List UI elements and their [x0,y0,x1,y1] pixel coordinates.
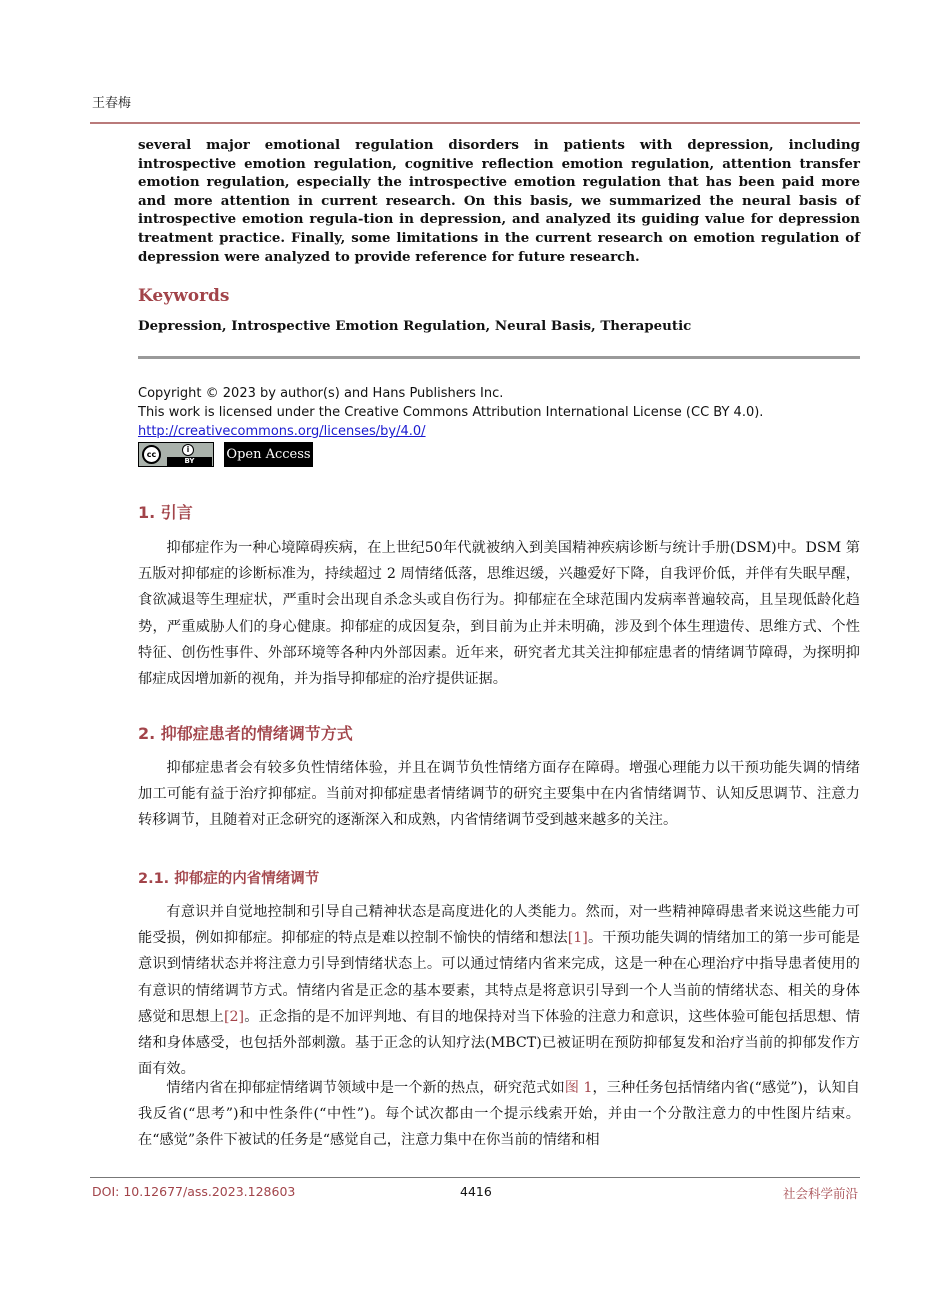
text-run: 。正念指的是不加评判地、有目的地保持对当下体验的注意力和意识，这些体验可能包括思想、情绪和身体感受，也包括外部刺激。基于正念的认知疗法(MBCT)已被证明在预防抑郁复发和治疗当前的抑郁发作方面有效。 [138,1008,860,1078]
section-1-paragraph: 抑郁症作为一种心境障碍疾病，在上世纪50年代就被纳入到美国精神疾病诊断与统计手册(DSM)中。DSM 第五版对抑郁症的诊断标准为，持续超过 2 周情绪低落，思维迟缓，兴趣爱好下降，自我评价低，并伴有失眠早醒，食欲减退等生理症状，严重时会出现自杀念头或自伤行为。抑郁症在全球范围内发病率普遍较高，且呈现低龄化趋势，严重威胁人们的身心健康。抑郁症的成因复杂，到目前为止并未明确，涉及到个体生理遗传、思维方式、个性特征、创伤性事件、外部环境等各种内外部因素。近年来，研究者尤其关注抑郁症患者的情绪调节障碍，为探明抑郁症成因增加新的视角，并为指导抑郁症的治疗提供证据。 [138,540,860,688]
section-2-heading: 2. 抑郁症患者的情绪调节方式 [138,724,353,743]
license-link[interactable]: http://creativecommons.org/licenses/by/4.0/ [138,424,426,439]
attribution-person-icon: i [182,444,194,456]
open-access-badge[interactable]: Open Access [224,442,313,467]
text-run: ，三种任务包括情绪内省(“感觉”)，认知自我反省(“思考”)和中性条件(“中性”)。每个试次都由一个提示线索开始，并由一个分散注意力的中性图片结束。在“感觉”条件下被试的任务是“感觉自己，注意力集中在你当前的情绪和相 [138,1080,860,1149]
citation-link-1[interactable]: [1] [567,930,588,947]
running-head-author: 王春梅 [92,96,132,111]
cc-by-badge[interactable] [138,442,214,467]
section-1-heading: 1. 引言 [138,503,193,522]
text-run: 情绪内省在抑郁症情绪调节领域中是一个新的热点，研究范式如 [166,1080,565,1096]
section-divider [138,356,860,359]
section-2-1-heading: 2.1. 抑郁症的内省情绪调节 [138,871,320,887]
keywords-text: Depression, Introspective Emotion Regulation, Neural Basis, Therapeutic [138,318,692,334]
copyright-line: Copyright © 2023 by author(s) and Hans Publishers Inc. [138,386,504,401]
citation-link-2[interactable]: [2] [223,1008,245,1025]
figure-1-link[interactable]: 图 1 [564,1080,593,1096]
header-rule [90,122,860,124]
footer-doi[interactable]: DOI: 10.12677/ass.2023.128603 [92,1184,296,1199]
abstract-text: several major emotional regulation disorders in patients with depression, including introspective emotion regulation, cognitive reflection emotion regulation, attention transfer emotion regulation, especially the introspective emotion regulation that has been paid more and more attention in current research. On this basis, we summarized the neural basis of introspective emotion regula-tion in depression, and analyzed its guiding value for depression treatment practice. Finally, some limitations in the current research on emotion regulation of depression were analyzed to provide reference for future research. [138,137,860,265]
section-2-1-paragraph-2 [138,1075,860,1154]
copyright-block [138,384,860,441]
creative-commons-icon: cc [142,445,161,464]
keywords-title: Keywords [138,286,230,306]
section-2-1-paragraph-1 [138,899,860,1082]
license-line: This work is licensed under the Creative Commons Attribution International License (CC BY 4.0). [138,405,764,420]
by-label: BY [167,457,212,466]
footer-journal-name: 社会科学前沿 [782,1186,858,1201]
section-2-paragraph: 抑郁症患者会有较多负性情绪体验，并且在调节负性情绪方面存在障碍。增强心理能力以干预功能失调的情绪加工可能有益于治疗抑郁症。当前对抑郁症患者情绪调节的研究主要集中在内省情绪调节、认知反思调节、注意力转移调节，且随着对正念研究的逐渐深入和成熟，内省情绪调节受到越来越多的关注。 [138,760,860,829]
text-run: 。干预功能失调的情绪加工的第一步可能是意识到情绪状态并将注意力引导到情绪状态上。可以通过情绪内省来完成，这是一种在心理治疗中指导患者使用的有意识的情绪调节方式。情绪内省是正念的基本要素，其特点是将意识引导到一个人当前的情绪状态、相关的身体感觉和思想上 [138,930,860,1025]
footer-page-number: 4416 [460,1184,492,1199]
text-run: 有意识并自觉地控制和引导自己精神状态是高度进化的人类能力。然而，对一些精神障碍患者来说这些能力可能受损，例如抑郁症。抑郁症的特点是难以控制不愉快的情绪和想法 [138,904,860,947]
footer-rule [90,1177,860,1178]
